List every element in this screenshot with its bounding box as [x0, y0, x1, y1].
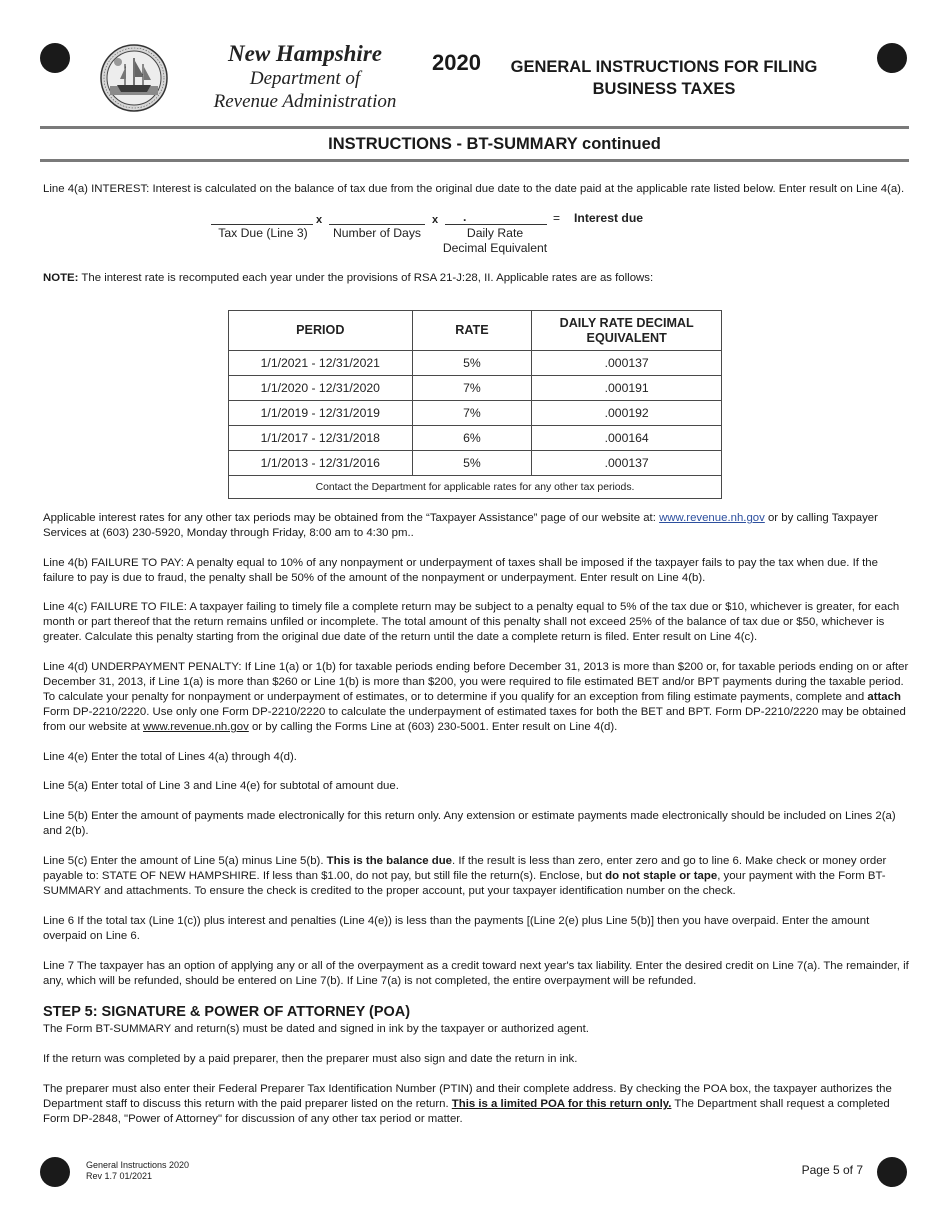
line-5b-instructions: Line 5(b) Enter the amount of payments made electronically for this return only. Any extension or estimate payments made electronically should be included on Lines 2(a) and 2(b).	[43, 810, 896, 837]
registration-mark-bottom-left	[40, 1157, 70, 1187]
table-row	[229, 451, 722, 476]
line-5c-text-3: , your payment with the Form BT-SUMMARY and attachments. To ensure the check is credited to the proper account, put your taxpayer identification number on the check.	[43, 870, 886, 897]
daily-rate-cell: .000137	[532, 351, 722, 376]
registration-mark-bottom-right	[877, 1157, 907, 1187]
period-cell: 1/1/2020 - 12/31/2020	[229, 376, 413, 401]
section-subtitle: INSTRUCTIONS - BT-SUMMARY continued	[328, 135, 661, 153]
step-5-text-2: The Department shall request a completed Form DP-2848, "Power of Attorney" for discussion of any other tax period or matter.	[43, 1098, 890, 1125]
header-divider	[40, 126, 909, 129]
daily-rate-cell: .000192	[532, 401, 722, 426]
line-4d-text-3: or by calling the Forms Line at (603) 230-5001. Enter result on Line 4(d).	[248, 721, 618, 733]
line-4d-instructions	[43, 660, 909, 735]
form-year: 2020	[432, 50, 481, 75]
agency-line-1: New Hampshire	[228, 41, 382, 66]
subtitle-divider	[40, 159, 909, 162]
forms-website-link[interactable]: www.revenue.nh.gov	[143, 721, 249, 733]
registration-mark-top-left	[40, 43, 70, 73]
rate-cell: 7%	[412, 401, 532, 426]
step-5-text-1: The preparer must also enter their Federal Preparer Tax Identification Number (PTIN) and their complete address. By checking the POA box, the taxpayer authorizes the Department staff to discuss this return with the paid preparer listed on the return.	[43, 1083, 892, 1110]
equals-sign: =	[553, 211, 561, 225]
line-7-instructions: Line 7 The taxpayer has an option of applying any or all of the overpayment as a credit toward next year's tax liability. Enter the desired credit on Line 7(a). The remainder, if any, which will be refunded, should be entered on Line 7(b). If Line 7(a) is not completed, the entire overpayment will be refunded.	[43, 960, 909, 987]
footer-document-name: General Instructions 2020	[86, 1160, 190, 1170]
table-row	[229, 401, 722, 426]
table-header-row	[229, 311, 722, 351]
note-label: NOTE:	[43, 272, 79, 284]
multiply-sign-2: x	[432, 214, 439, 226]
tax-due-caption: Tax Due (Line 3)	[218, 226, 308, 240]
rate-cell: 5%	[412, 451, 532, 476]
daily-rate-blank	[445, 224, 547, 225]
agency-name	[196, 40, 414, 113]
line-4b-instructions: Line 4(b) FAILURE TO PAY: A penalty equal to 10% of any nonpayment or underpayment of taxes shall be imposed if the taxpayer fails to pay the tax when due. If the failure to pay is due to fraud, the penalty shall be 50% of the amount of the nonpayment or underpayment. Enter result on Line 4(b).	[43, 557, 878, 584]
period-cell: 1/1/2017 - 12/31/2018	[229, 426, 413, 451]
period-cell: 1/1/2019 - 12/31/2019	[229, 401, 413, 426]
days-caption: Number of Days	[332, 226, 422, 240]
line-4d-text-1: Line 4(d) UNDERPAYMENT PENALTY: If Line 1(a) or 1(b) for taxable periods ending before December 31, 2013 is more than $200 or, for taxable periods ending on or after December 31, 2013, if Line 1(a) is more than $260 or Line 1(b) is more than $200, you were required to file estimated BET and/or BPT payments during the taxable period. To calculate your penalty for nonpayment or underpayment of estimates, or to determine if you qualify for an exception from filing estimate payments, complete and	[43, 661, 909, 703]
interest-due-label: Interest due	[574, 211, 644, 225]
rate-cell: 5%	[412, 351, 532, 376]
period-cell: 1/1/2021 - 12/31/2021	[229, 351, 413, 376]
step-5-paragraph-3	[43, 1082, 909, 1127]
line-6-instructions: Line 6 If the total tax (Line 1(c)) plus interest and penalties (Line 4(e)) is less than the payments [(Line 2(e) plus Line 5(b)] then you have overpaid. Enter the amount overpaid on Line 6.	[43, 915, 870, 942]
daily-rate-cell: .000191	[532, 376, 722, 401]
revenue-website-link[interactable]: www.revenue.nh.gov	[659, 512, 765, 524]
table-row	[229, 351, 722, 376]
interest-formula	[205, 210, 665, 256]
multiply-sign-1: x	[316, 214, 323, 226]
daily-rate-cell: .000137	[532, 451, 722, 476]
interest-rate-note	[43, 271, 909, 286]
interest-rates-table	[228, 310, 722, 499]
line-4d-attach: attach	[867, 691, 901, 703]
table-footer-row	[229, 476, 722, 499]
table-row	[229, 376, 722, 401]
document-title	[500, 56, 828, 100]
daily-rate-cell: .000164	[532, 426, 722, 451]
line-5c-no-staple: do not staple or tape	[605, 870, 718, 882]
registration-mark-top-right	[877, 43, 907, 73]
table-row	[229, 426, 722, 451]
period-cell: 1/1/2013 - 12/31/2016	[229, 451, 413, 476]
state-seal-icon	[100, 44, 168, 112]
applicable-rates-text-2: or by calling Taxpayer Services at (603) 230-5920, Monday through Friday, 8:00 am to 4:30 pm..	[43, 512, 878, 539]
daily-rate-caption-line-2: Decimal Equivalent	[442, 241, 548, 255]
applicable-rates-text-1: Applicable interest rates for any other tax periods may be obtained from the “Taxpayer Assistance” page of our website at:	[43, 512, 660, 524]
line-4a-instructions: Line 4(a) INTEREST: Interest is calculated on the balance of tax due from the original due date to the date paid at the applicable rate listed below. Enter result on Line 4(a).	[43, 183, 905, 195]
daily-rate-caption	[435, 226, 555, 256]
step-5-paragraph-2: If the return was completed by a paid preparer, then the preparer must also sign and date the return in ink.	[43, 1053, 578, 1065]
column-header-period: PERIOD	[229, 311, 413, 351]
document-title-line-1: GENERAL INSTRUCTIONS FOR FILING	[510, 58, 818, 76]
daily-rate-decimal-point: .	[463, 210, 467, 224]
document-title-line-2: BUSINESS TAXES	[592, 80, 736, 98]
table-footer-note: Contact the Department for applicable rates for any other tax periods.	[229, 476, 722, 499]
page-number: Page 5 of 7	[801, 1163, 863, 1177]
step-5-paragraph-1: The Form BT-SUMMARY and return(s) must be dated and signed in ink by the taxpayer or authorized agent.	[43, 1023, 589, 1035]
step-5-heading: STEP 5: SIGNATURE & POWER OF ATTORNEY (POA)	[43, 1004, 411, 1020]
line-4e-instructions: Line 4(e) Enter the total of Lines 4(a) through 4(d).	[43, 751, 297, 763]
column-header-daily-rate: DAILY RATE DECIMAL EQUIVALENT	[532, 311, 722, 351]
column-header-rate: RATE	[412, 311, 532, 351]
days-blank	[329, 224, 425, 225]
applicable-rates-paragraph	[43, 511, 909, 541]
footer-revision: Rev 1.7 01/2021	[86, 1171, 153, 1181]
line-4d-text-2: Form DP-2210/2220. Use only one Form DP-2210/2220 to calculate the underpayment of estimated taxes for both the BET and BPT. Form DP-2210/2220 may be obtained from our website at	[43, 706, 906, 733]
line-5a-instructions: Line 5(a) Enter total of Line 3 and Line 4(e) for subtotal of amount due.	[43, 780, 399, 792]
note-text: The interest rate is recomputed each year under the provisions of RSA 21-J:28, II. Applicable rates are as follows:	[78, 272, 654, 284]
line-4c-instructions: Line 4(c) FAILURE TO FILE: A taxpayer failing to timely file a complete return may be subject to a penalty equal to 5% of the tax due or $10, whichever is greater, for each month or part thereof that the return remains unfiled or incomplete. The total amount of this penalty shall not exceed 25% of the balance of tax due or $50, whichever is greater. Calculate this penalty starting from the original due date of the return until the date a complete return is filed. Enter result on Line 4(c).	[43, 601, 900, 643]
agency-line-2: Department of	[249, 68, 361, 89]
rate-cell: 7%	[412, 376, 532, 401]
rate-cell: 6%	[412, 426, 532, 451]
line-5c-balance-due: This is the balance due	[326, 855, 452, 867]
line-5c-text-2: . If the result is less than zero, enter zero and go to line 6. Make check or money order payable to: STATE OF NEW HAMPSHIRE. If less than $1.00, do not pay, but still file the return(s). Enclose, but	[43, 855, 887, 882]
line-5c-text-1: Line 5(c) Enter the amount of Line 5(a) minus Line 5(b).	[43, 855, 327, 867]
daily-rate-caption-line-1: Daily Rate	[466, 226, 524, 240]
agency-line-3: Revenue Administration	[213, 91, 397, 112]
footer-document-info	[86, 1160, 189, 1182]
line-5c-instructions	[43, 854, 909, 899]
tax-due-blank	[211, 224, 313, 225]
limited-poa-statement: This is a limited POA for this return only.	[451, 1098, 672, 1110]
